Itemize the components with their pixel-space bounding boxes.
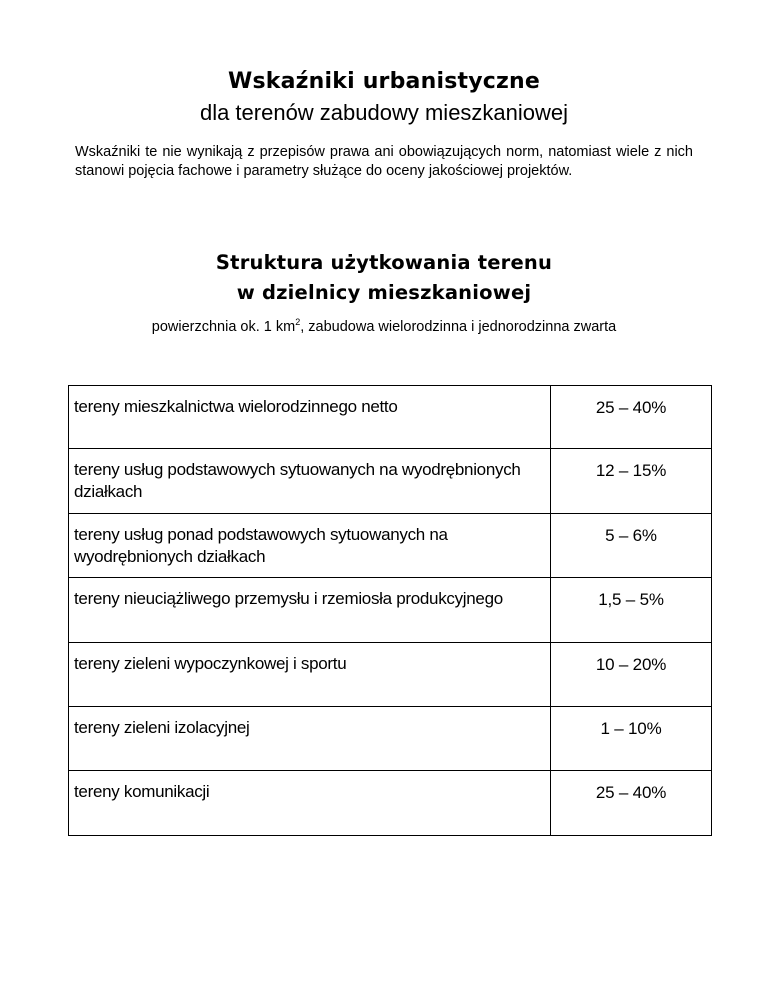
table-row	[69, 449, 712, 514]
row-value: 5 – 6%	[551, 514, 712, 578]
row-label: tereny usług podstawowych sytuowanych na wyodrębnionych działkach	[69, 449, 551, 514]
row-label: tereny nieuciążliwego przemysłu i rzemiosła produkcyjnego	[69, 578, 551, 643]
row-value: 25 – 40%	[551, 771, 712, 836]
table-row	[69, 643, 712, 707]
row-value: 1,5 – 5%	[551, 578, 712, 643]
row-value: 1 – 10%	[551, 707, 712, 771]
document-title: Wskaźniki urbanistyczne	[228, 69, 540, 94]
section-title-line-1: Struktura użytkowania terenu	[215, 251, 553, 274]
row-value: 12 – 15%	[551, 449, 712, 514]
table-row	[69, 514, 712, 578]
intro-paragraph: Wskaźniki te nie wynikają z przepisów prawa ani obowiązujących norm, natomiast wiele z nich stanowi pojęcia fachowe i parametry służące do oceny jakościowej projektów.	[75, 144, 693, 179]
table-row	[69, 771, 712, 836]
row-label: tereny usług ponad podstawowych sytuowanych na wyodrębnionych działkach	[69, 514, 551, 578]
table-row	[69, 386, 712, 449]
caption-superscript: 2	[295, 317, 301, 327]
document-subtitle: dla terenów zabudowy mieszkaniowej	[199, 100, 569, 125]
row-value: 25 – 40%	[551, 386, 712, 449]
section-title-line-2: w dzielnicy mieszkaniowej	[236, 281, 532, 304]
caption-text-start: powierzchnia ok. 1 km	[151, 319, 296, 335]
row-label: tereny mieszkalnictwa wielorodzinnego netto	[69, 386, 551, 449]
row-value: 10 – 20%	[551, 643, 712, 707]
section-caption	[0, 317, 768, 337]
row-label: tereny zieleni wypoczynkowej i sportu	[69, 643, 551, 707]
caption-text-end: , zabudowa wielorodzinna i jednorodzinna zwarta	[300, 319, 617, 335]
land-use-table	[68, 385, 712, 836]
table-row	[69, 707, 712, 771]
table-row	[69, 578, 712, 643]
row-label: tereny komunikacji	[69, 771, 551, 836]
row-label: tereny zieleni izolacyjnej	[69, 707, 551, 771]
